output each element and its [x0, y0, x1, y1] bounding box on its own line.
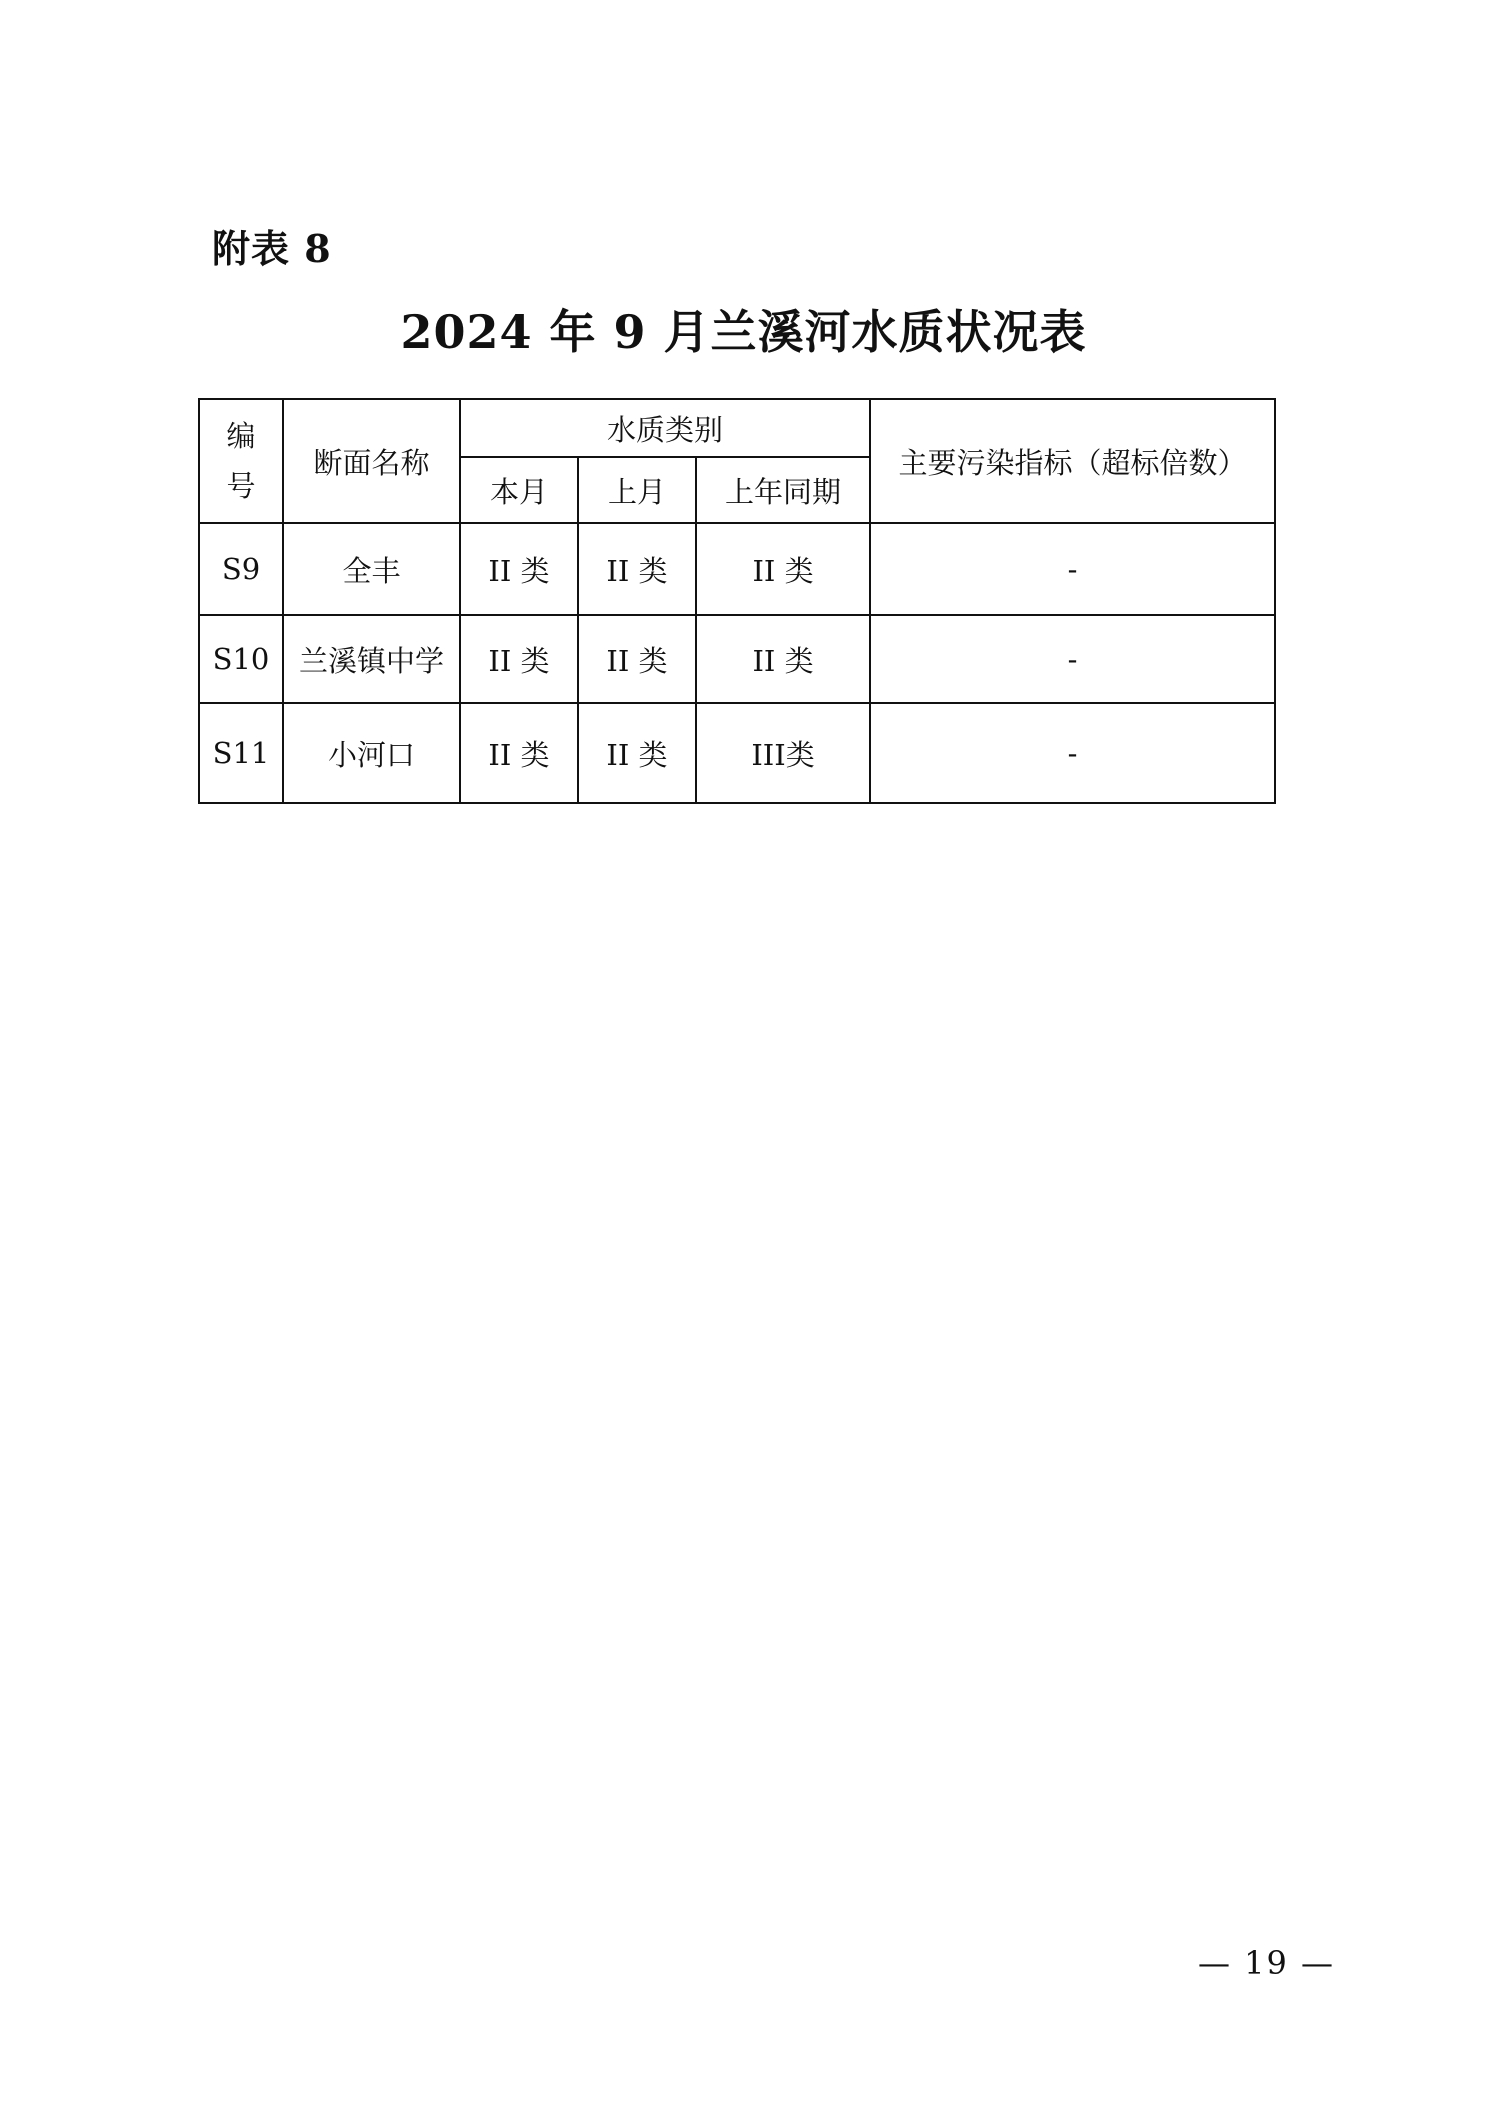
header-code-line2: 号	[226, 469, 256, 503]
cell-this-month: II 类	[460, 523, 578, 615]
header-this-month: 本月	[460, 457, 578, 523]
cell-pollutants: -	[870, 703, 1275, 803]
table-row	[199, 523, 1275, 615]
cell-pollutants: -	[870, 615, 1275, 703]
header-code	[199, 399, 283, 523]
cell-last-year: II 类	[696, 523, 870, 615]
cell-this-month: II 类	[460, 703, 578, 803]
cell-last-month: II 类	[578, 523, 696, 615]
header-water-quality-class: 水质类别	[460, 399, 870, 457]
water-quality-table	[198, 398, 1276, 804]
header-main-pollutants: 主要污染指标（超标倍数）	[870, 399, 1275, 523]
cell-code: S9	[199, 523, 283, 615]
header-section-name: 断面名称	[283, 399, 460, 523]
header-same-period-last-year: 上年同期	[696, 457, 870, 523]
table-header-row	[199, 399, 1275, 457]
cell-last-month: II 类	[578, 615, 696, 703]
cell-last-year: II 类	[696, 615, 870, 703]
table-row	[199, 615, 1275, 703]
cell-section-name: 全丰	[283, 523, 460, 615]
header-code-stack	[226, 411, 255, 511]
cell-section-name: 兰溪镇中学	[283, 615, 460, 703]
cell-section-name: 小河口	[283, 703, 460, 803]
header-last-month: 上月	[578, 457, 696, 523]
cell-last-year: III类	[696, 703, 870, 803]
cell-code: S11	[199, 703, 283, 803]
header-code-line1: 编	[226, 419, 256, 453]
table-row	[199, 703, 1275, 803]
cell-this-month: II 类	[460, 615, 578, 703]
cell-last-month: II 类	[578, 703, 696, 803]
page-number: — 19 —	[1197, 1944, 1335, 1982]
appendix-label: 附表 8	[212, 226, 332, 271]
document-title: 2024 年 9 月兰溪河水质状况表	[400, 305, 1087, 359]
cell-pollutants: -	[870, 523, 1275, 615]
cell-code: S10	[199, 615, 283, 703]
